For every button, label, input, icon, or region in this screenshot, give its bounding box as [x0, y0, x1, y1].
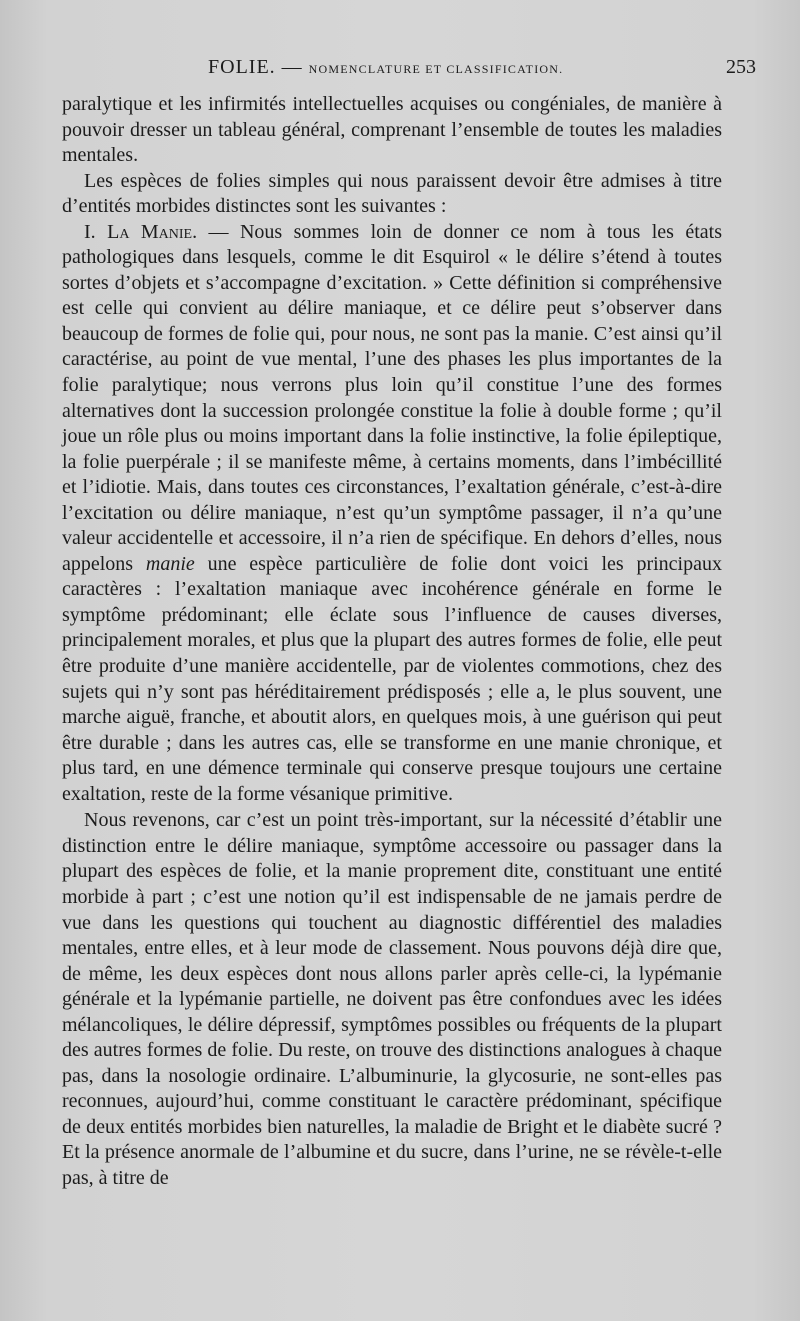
paragraph-3-text-b: une espèce particulière de folie dont voici les principaux caractères : l’exaltation maniaque avec incohérence générale en forme le symptôme prédominant; elle éclate sous l’influence de causes diverses, principalement morales, et plus que la plupart des autres formes de folie, elle peut être produite d’une manière accidentelle, par de violentes commotions, chez des sujets qui n’y sont pas héréditairement prédisposés ; elle a, le plus souvent, une marche aiguë, franche, et aboutit alors, en quelques mois, à une guérison qui peut être durable ; dans les autres cas, elle se transforme en une manie chronique, et plus tard, en une démence terminale qui conserve presque toujours une certaine exaltation, reste de la forme vésanique primitive.: [62, 552, 722, 805]
page-number: 253: [726, 56, 756, 78]
running-title-separator: —: [281, 56, 303, 78]
section-heading: La Manie.: [107, 220, 198, 243]
body-text: [62, 92, 722, 1192]
section-numeral: I.: [84, 220, 96, 243]
paragraph-4: Nous revenons, car c’est un point très-important, sur la nécessité d’établir une distinction entre le délire maniaque, symptôme accessoire ou passager dans la plupart des espèces de folie, et la manie proprement dite, constituant une entité morbide à part ; c’est une notion qu’il est indispensable de ne jamais perdre de vue dans les questions qui touchent au diagnostic différentiel des maladies mentales, entre elles, et à leur mode de classement. Nous pouvons déjà dire que, de même, les deux espèces dont nous allons parler après celle-ci, la lypémanie générale et la lypémanie partielle, ne doivent pas être confondues avec les idées mélancoliques, le délire dépressif, symptômes possibles ou fréquents de la plupart des autres formes de folie. Du reste, on trouve des distinctions analogues à chaque pas, dans la nosologie ordinaire. L’albuminurie, la glycosurie, ne sont-elles pas reconnues, aujourd’hui, comme constituant le caractère prédominant, spécifique de deux entités morbides bien naturelles, la maladie de Bright et le diabète sucré ? Et la présence anormale de l’albumine et du sucre, dans l’urine, ne se révèle-t-elle pas, à titre de: [62, 809, 722, 1189]
running-title-sub: NOMENCLATURE ET CLASSIFICATION.: [308, 62, 564, 76]
paragraph-2: Les espèces de folies simples qui nous paraissent devoir être admises à titre d’entités morbides distinctes sont les suivantes :: [62, 169, 722, 218]
paragraph-1: paralytique et les infirmités intellectuelles acquises ou congéniales, de manière à pouvoir dresser un tableau général, comprenant l’ensemble de toutes les maladies mentales.: [62, 93, 722, 167]
running-header: [0, 56, 800, 86]
paragraph-3-text-a: — Nous sommes loin de donner ce nom à tous les états pathologiques dans lesquels, comme le dit Esquirol « le délire s’étend à toutes sortes d’objets et s’accompagne d’excitation. » Cette définition si compréhensive est celle qui convient au délire maniaque, et ce délire peut s’observer dans beaucoup de formes de folie qui, pour nous, ne sont pas la manie. C’est ainsi qu’il caractérise, au point de vue mental, l’une des phases les plus importantes de la folie paralytique; nous verrons plus loin qu’il constitue l’une des formes alternatives dont la succession prolongée constitue la folie à double forme ; qu’il joue un rôle plus ou moins important dans la folie instinctive, la folie épileptique, la folie puerpérale ; il se manifeste même, à certains moments, dans l’imbécillité et l’idiotie. Mais, dans toutes ces circonstances, l’exaltation générale, c’est-à-dire l’excitation ou délire maniaque, n’est qu’un symptôme passager, il n’a qu’une valeur accidentelle et accessoire, il n’a rien de spécifique. En dehors d’elles, nous appelons: [62, 220, 722, 575]
running-title: [208, 56, 563, 79]
italic-term: manie: [145, 552, 195, 575]
paragraph-3: [62, 220, 722, 808]
running-title-main: FOLIE.: [208, 56, 276, 78]
